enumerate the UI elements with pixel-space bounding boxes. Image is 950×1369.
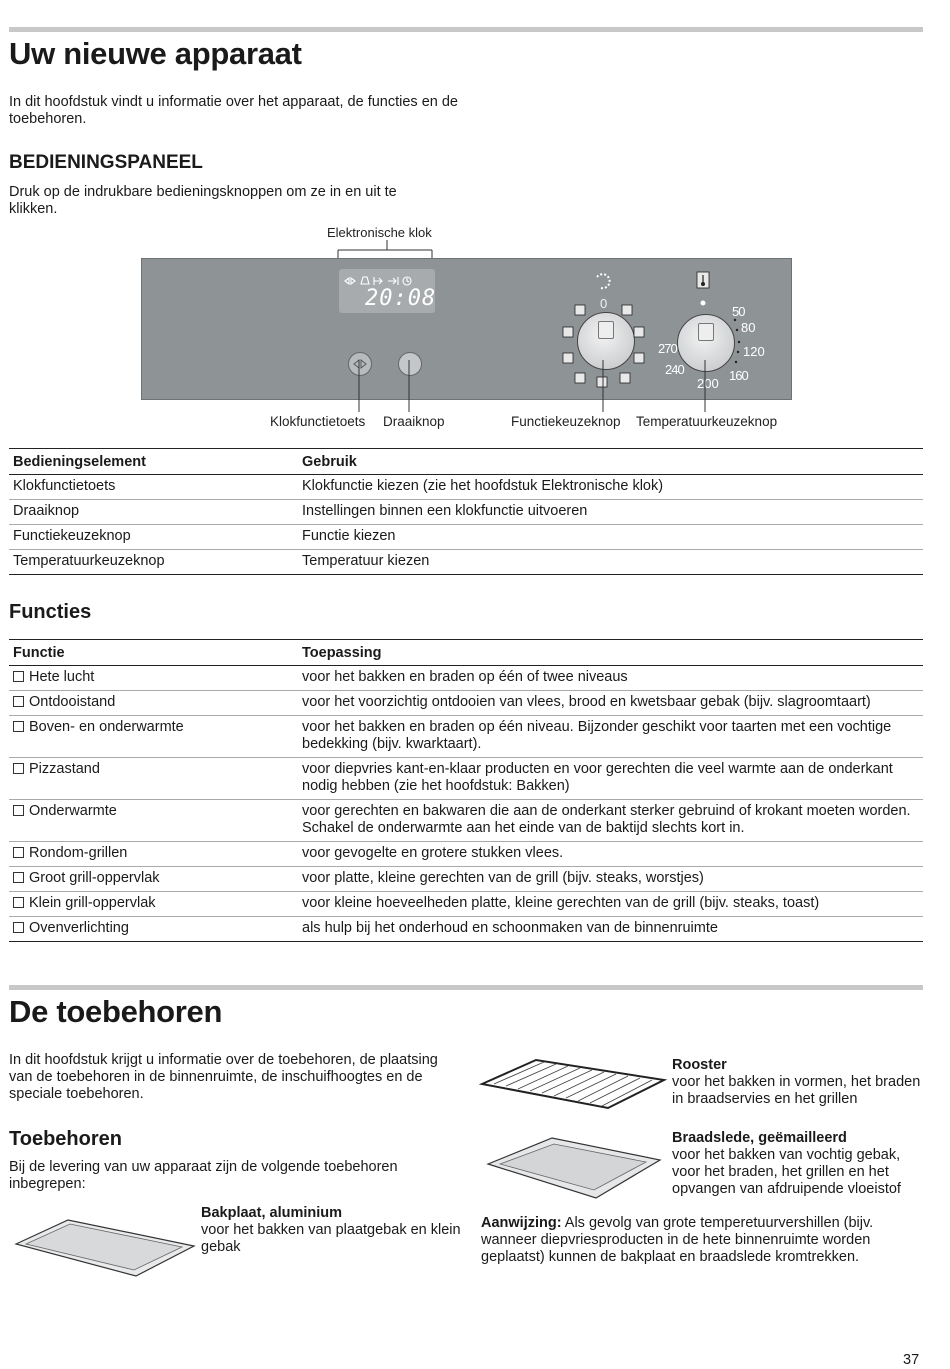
table-cell bbox=[9, 691, 298, 716]
temp-tick-240: 240 bbox=[665, 362, 684, 377]
table-cell: Temperatuur kiezen bbox=[298, 550, 923, 575]
top-bottom-heat-icon bbox=[13, 721, 24, 732]
table-row bbox=[9, 758, 923, 800]
temp-tick-160: 160 bbox=[729, 368, 748, 383]
temp-tick-270: 270 bbox=[658, 341, 677, 356]
baking-tray-illustration bbox=[12, 1212, 197, 1280]
table-header-row bbox=[9, 640, 923, 666]
label-temperatuurkeuzeknop: Temperatuurkeuzeknop bbox=[636, 414, 778, 429]
temp-tick-120: 120 bbox=[743, 344, 765, 359]
large-grill-icon bbox=[13, 872, 24, 883]
toebehoren-heading: Toebehoren bbox=[9, 1128, 122, 1150]
table-header: Toepassing bbox=[298, 640, 923, 666]
temp-tick-50: 50 bbox=[732, 304, 745, 319]
table-cell: Functie kiezen bbox=[298, 525, 923, 550]
function-name: Groot grill-oppervlak bbox=[29, 870, 160, 886]
function-zero-mark: 0 bbox=[600, 296, 608, 311]
function-name: Rondom-grillen bbox=[29, 845, 128, 861]
item-name: Rooster bbox=[672, 1057, 727, 1073]
table-row bbox=[9, 691, 923, 716]
page-number: 37 bbox=[903, 1352, 920, 1368]
table-header: Functie bbox=[9, 640, 298, 666]
fan-icon bbox=[13, 671, 24, 682]
toebehoren-text: Bij de levering van uw apparaat zijn de volgende toebehoren inbegrepen: bbox=[9, 1159, 398, 1192]
function-name: Onderwarmte bbox=[29, 803, 117, 819]
item-rooster bbox=[672, 1057, 922, 1108]
table-row bbox=[9, 842, 923, 867]
function-name: Ovenverlichting bbox=[29, 920, 129, 936]
table-cell bbox=[9, 867, 298, 892]
pizza-icon bbox=[13, 763, 24, 774]
panel-leader-lines bbox=[0, 360, 950, 415]
table-cell bbox=[9, 800, 298, 842]
table-cell: Temperatuurkeuzeknop bbox=[9, 550, 298, 575]
table-cell: Instellingen binnen een klokfunctie uitvoeren bbox=[298, 500, 923, 525]
controls-table bbox=[9, 448, 923, 575]
roasting-pan-illustration bbox=[484, 1134, 664, 1204]
table-cell bbox=[9, 892, 298, 917]
table-cell bbox=[9, 716, 298, 758]
clock-time: 20:08 bbox=[365, 286, 437, 311]
thermometer-icon bbox=[694, 271, 714, 307]
function-name: Klein grill-oppervlak bbox=[29, 895, 156, 911]
label-klokfunctietoets: Klokfunctietoets bbox=[270, 414, 366, 429]
panel-heading: BEDIENINGSPANEEL bbox=[9, 152, 203, 173]
table-row bbox=[9, 475, 923, 500]
table-row bbox=[9, 666, 923, 691]
note-text: Als gevolg van grote temperetuurvershillen (bijv. wanneer diepvriesproducten in de hete binnenruimte worden geplaatst) kunnen de bakplaat en braadslede kromtrekken. bbox=[481, 1215, 874, 1265]
function-use: voor kleine hoeveelheden platte, kleine gerechten van de grill (bijv. steaks, toast) bbox=[298, 892, 923, 917]
page-title: Uw nieuwe apparaat bbox=[9, 36, 302, 71]
table-cell bbox=[9, 666, 298, 691]
clock-display bbox=[339, 269, 435, 313]
table-cell bbox=[9, 842, 298, 867]
table-row bbox=[9, 917, 923, 942]
function-use: als hulp bij het onderhoud en schoonmaken van de binnenruimte bbox=[298, 917, 923, 942]
function-use: voor diepvries kant-en-klaar producten en voor gerechten die veel warmte aan de onderkant nodig hebben (zie het hoofdstuk: Bakken) bbox=[298, 758, 923, 800]
function-use: voor het bakken en braden op één niveau. Bijzonder geschikt voor taarten met een vochtige bedekking (bijv. kwarktaart). bbox=[298, 716, 923, 758]
top-rule bbox=[9, 27, 923, 32]
item-desc: voor het bakken van vochtig gebak, voor het braden, het grillen en het opvangen van afdruipende vloeistof bbox=[672, 1147, 901, 1197]
table-row bbox=[9, 892, 923, 917]
label-draaiknop: Draaiknop bbox=[383, 414, 445, 429]
item-desc: voor het bakken van plaatgebak en klein gebak bbox=[201, 1222, 461, 1255]
function-use: voor het voorzichtig ontdooien van vlees, brood en kwetsbaar gebak (bijv. slagroomtaart) bbox=[298, 691, 923, 716]
function-use: voor gevogelte en grotere stukken vlees. bbox=[298, 842, 923, 867]
table-row bbox=[9, 716, 923, 758]
defrost-icon bbox=[13, 696, 24, 707]
note-label: Aanwijzing: bbox=[481, 1215, 562, 1231]
table-row bbox=[9, 800, 923, 842]
function-name: Hete lucht bbox=[29, 669, 95, 685]
item-name: Bakplaat, aluminium bbox=[201, 1205, 343, 1221]
table-header: Bedieningselement bbox=[9, 449, 298, 475]
table-header: Gebruik bbox=[298, 449, 923, 475]
functions-heading: Functies bbox=[9, 601, 92, 623]
section2-intro: In dit hoofdstuk krijgt u informatie over de toebehoren, de plaatsing van de toebehoren in de binnenruimte, de inschuifhoogtes en de speciale toebehoren. bbox=[9, 1052, 438, 1102]
table-row bbox=[9, 500, 923, 525]
functions-table bbox=[9, 639, 923, 942]
function-name: Boven- en onderwarmte bbox=[29, 719, 184, 735]
section-rule bbox=[9, 985, 923, 990]
rack-illustration bbox=[478, 1056, 668, 1112]
table-row bbox=[9, 550, 923, 575]
temp-tick-80: 80 bbox=[741, 320, 756, 335]
item-desc: voor het bakken in vormen, het braden in braadservies en het grillen bbox=[672, 1074, 921, 1107]
function-use: voor platte, kleine gerechten van de grill (bijv. steaks, worstjes) bbox=[298, 867, 923, 892]
temperature-knob-grip bbox=[698, 323, 714, 341]
bottom-heat-icon bbox=[13, 805, 24, 816]
table-cell bbox=[9, 758, 298, 800]
small-grill-icon bbox=[13, 897, 24, 908]
table-header-row bbox=[9, 449, 923, 475]
table-cell: Klokfunctietoets bbox=[9, 475, 298, 500]
oven-light-icon bbox=[13, 922, 24, 933]
function-use: voor het bakken en braden op één of twee niveaus bbox=[298, 666, 923, 691]
temp-tick-200: 200 bbox=[697, 376, 719, 391]
table-cell bbox=[9, 917, 298, 942]
clock-label: Elektronische klok bbox=[327, 225, 432, 240]
panel-text: Druk op de indrukbare bedieningsknoppen om ze in en uit te klikken. bbox=[9, 184, 397, 217]
table-row bbox=[9, 867, 923, 892]
table-cell: Functiekeuzeknop bbox=[9, 525, 298, 550]
function-name: Ontdooistand bbox=[29, 694, 116, 710]
function-name: Pizzastand bbox=[29, 761, 100, 777]
table-row bbox=[9, 525, 923, 550]
item-braadslede bbox=[672, 1130, 932, 1198]
rotisserie-grill-icon bbox=[13, 847, 24, 858]
item-name: Braadslede, geëmailleerd bbox=[672, 1130, 847, 1146]
table-cell: Klokfunctie kiezen (zie het hoofdstuk Elektronische klok) bbox=[298, 475, 923, 500]
section2-title: De toebehoren bbox=[9, 994, 223, 1029]
intro-text: In dit hoofdstuk vindt u informatie over het apparaat, de functies en de toebehoren. bbox=[9, 94, 458, 127]
function-use: voor gerechten en bakwaren die aan de onderkant sterker gebruind of krokant moeten worden. Schakel de onderwarmte aan het einde van de baktijd slechts kort in. bbox=[298, 800, 923, 842]
item-bakplaat bbox=[201, 1205, 461, 1256]
note bbox=[481, 1215, 901, 1266]
label-functiekeuzeknop: Functiekeuzeknop bbox=[511, 414, 621, 429]
table-cell: Draaiknop bbox=[9, 500, 298, 525]
